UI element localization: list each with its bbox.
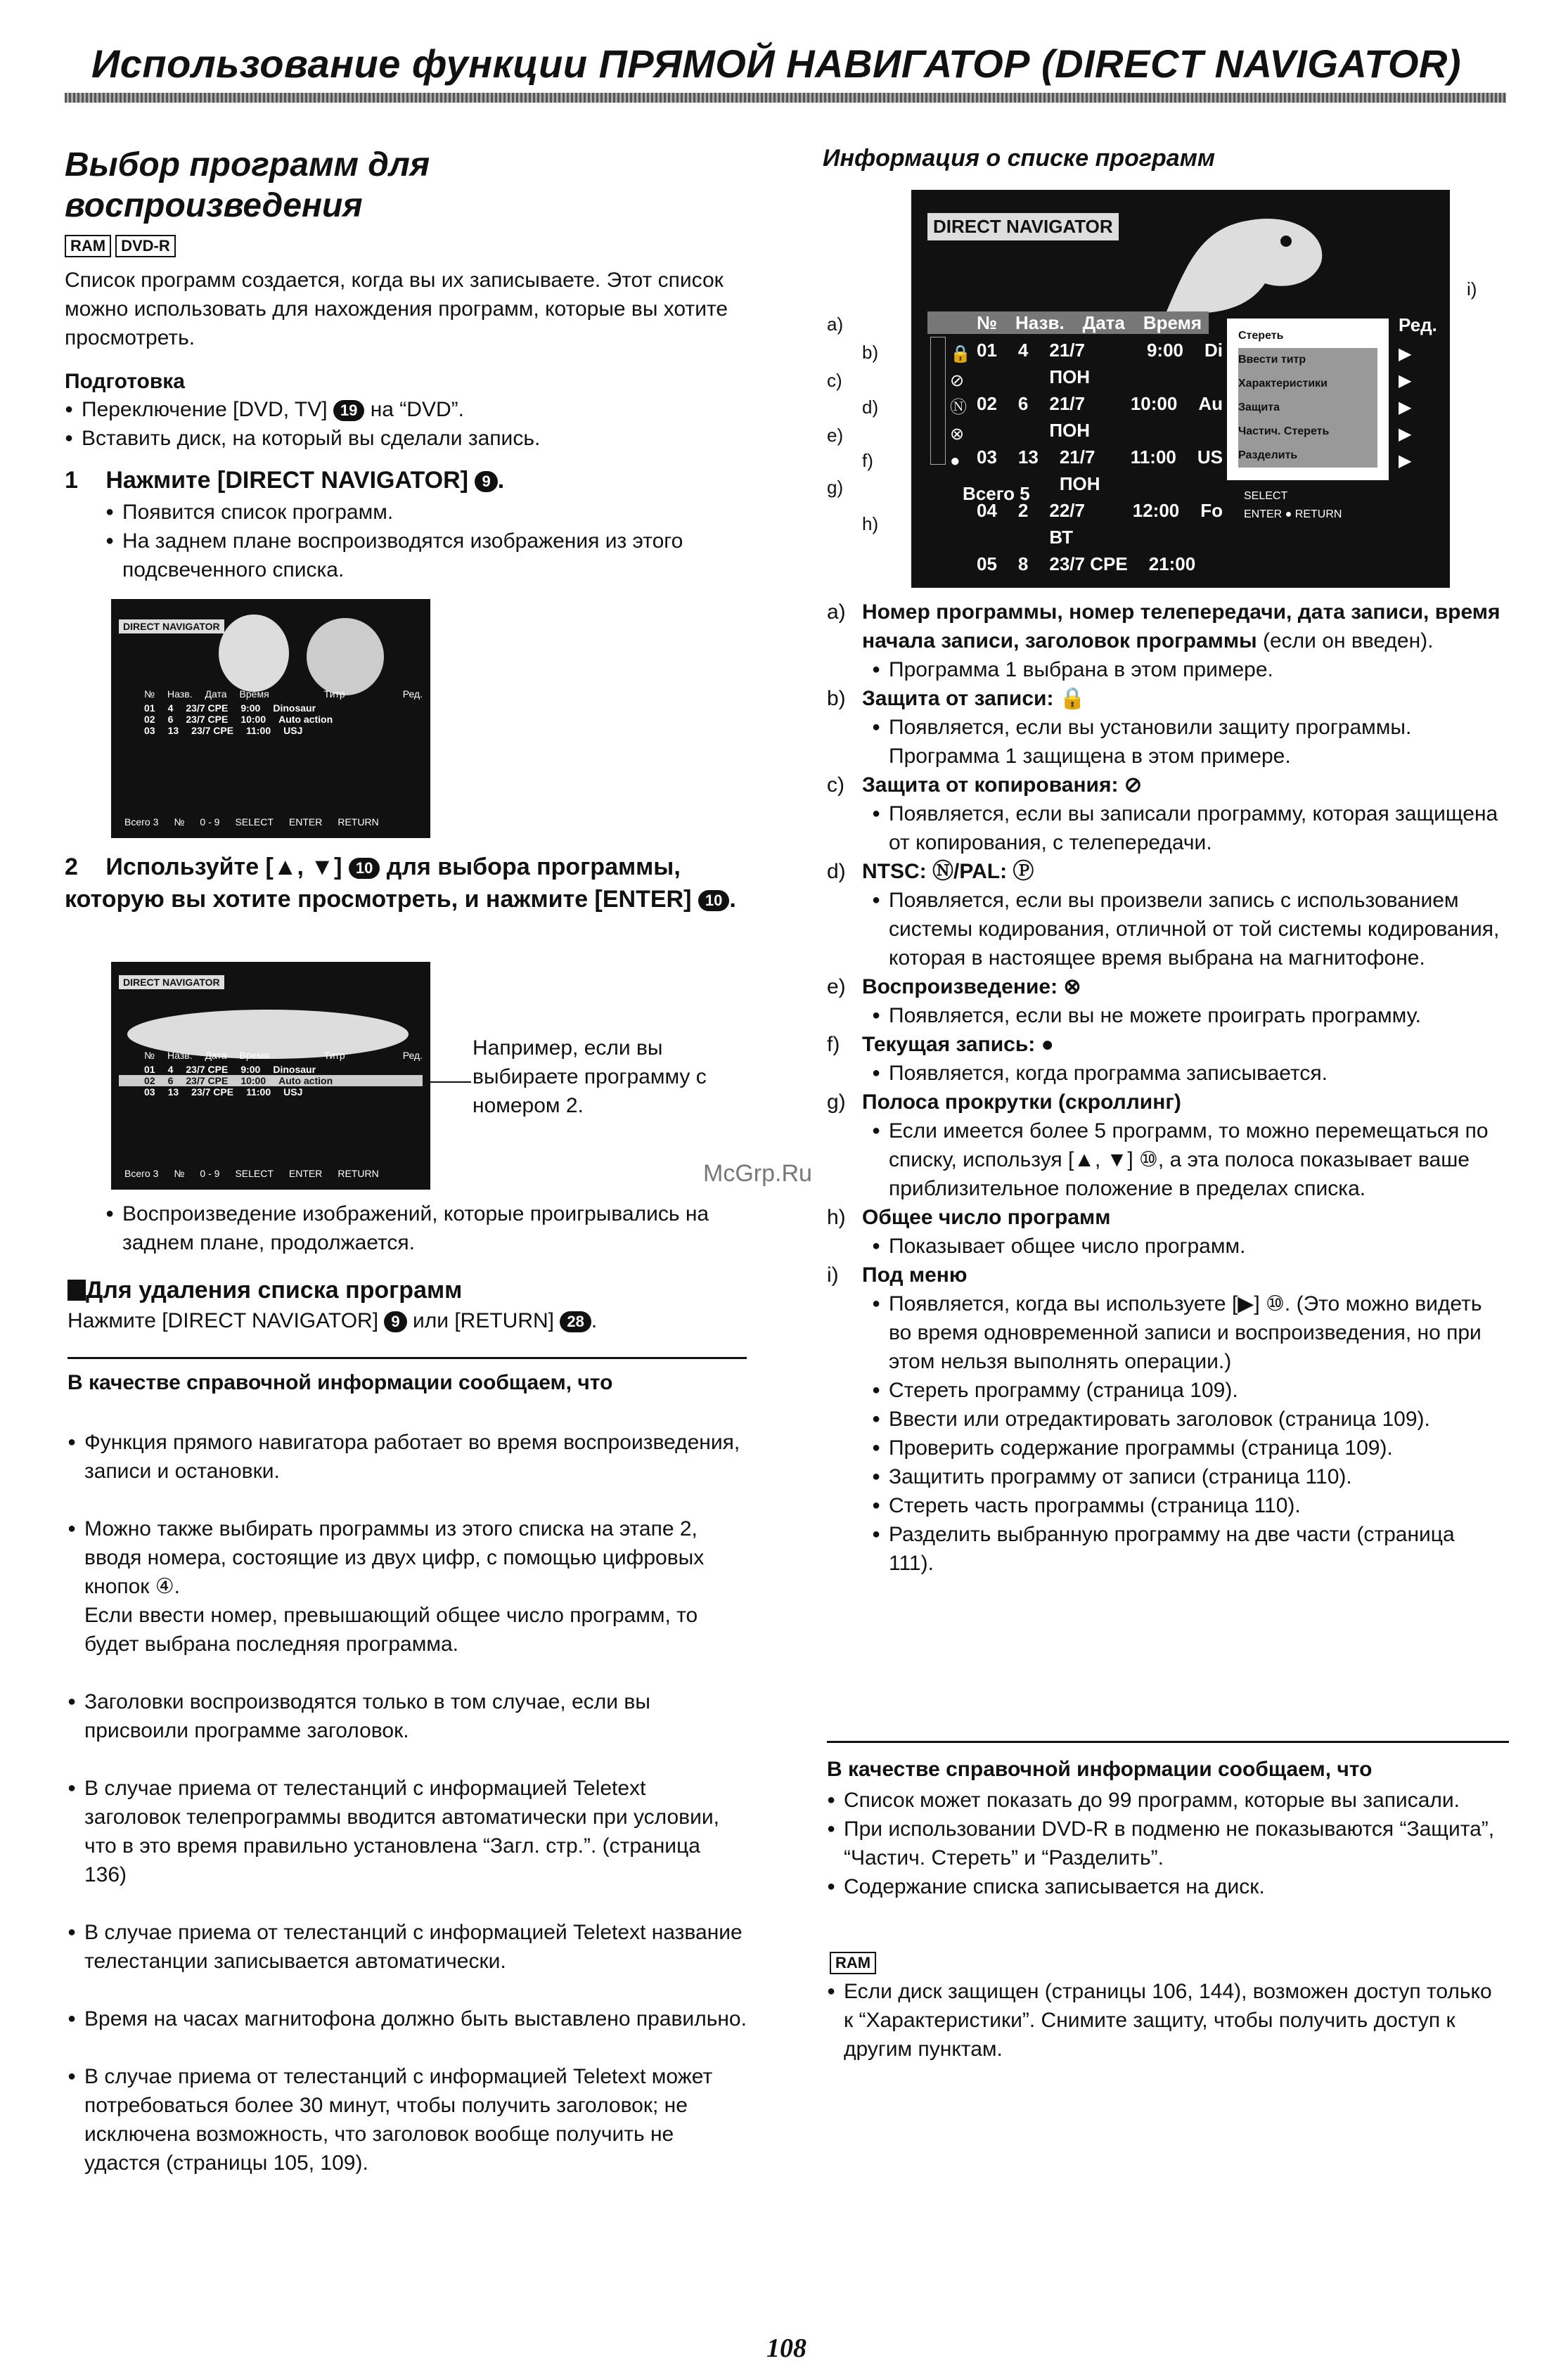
watermark: McGrp.Ru xyxy=(703,1160,812,1187)
tag-dvdr: DVD-R xyxy=(115,235,176,257)
menu-item-protect[interactable]: Защита xyxy=(1238,396,1377,420)
cannot-play-icon: ⊗ xyxy=(950,425,965,444)
info-items xyxy=(827,598,1502,1578)
table-row[interactable]: 02 6 21/7 ПОН 10:00 Au xyxy=(977,393,1223,441)
scrollbar[interactable] xyxy=(930,337,946,465)
ref-list-right xyxy=(827,1786,1502,1901)
callout-g: g) xyxy=(827,477,844,498)
ram-tag: RAM xyxy=(830,1952,880,1974)
screen-title: DIRECT NAVIGATOR xyxy=(119,619,224,633)
bullet: ● Время на часах магнитофона должно быть выставлено правильно. xyxy=(68,2005,747,2033)
table-row[interactable]: 04 2 22/7 ВТ 12:00 Fo xyxy=(977,500,1223,548)
prep-item: ● Переключение [DVD, TV] 19 на “DVD”. xyxy=(65,395,740,424)
program-list xyxy=(927,337,1223,577)
bullet: ● В случае приема от телестанций с информацией Teletext название телестанции записывается автоматически. xyxy=(68,1918,747,1976)
table-row[interactable]: 05 8 23/7 СРЕ 21:00 xyxy=(977,553,1196,574)
small-table: № Назв. Дата Время Титр Ред. 01 4 23/7 СРЕ 9:00 Dinosaur 02 6 23/7 СРЕ 10:00 Auto action 03 13 23/7 СРЕ 11:00 USJ xyxy=(119,1050,423,1098)
status-icons xyxy=(950,341,971,475)
button-ref-pill: 28 xyxy=(560,1311,591,1332)
menu-item-divide[interactable]: Разделить xyxy=(1238,444,1377,468)
bullet: ● Можно также выбирать программы из этого списка на этапе 2, вводя номера, состоящие из двух цифр, с помощью цифровых кнопок ④. Если ввести номер, превышающий общее число программ, то будет выбрана последняя программа. xyxy=(68,1514,747,1659)
example-note: Например, если вы выбираете программу с номером 2. xyxy=(473,1036,707,1117)
prep-item: ● Вставить диск, на который вы сделали запись. xyxy=(65,424,740,453)
button-ref-pill: 9 xyxy=(475,471,497,492)
menu-item-partial-erase[interactable]: Частич. Стереть xyxy=(1238,420,1377,444)
screen-title: DIRECT NAVIGATOR xyxy=(927,213,1119,240)
step-number: 1 xyxy=(65,467,78,494)
button-ref-pill: 10 xyxy=(349,858,380,879)
screen-title: DIRECT NAVIGATOR xyxy=(119,975,224,989)
prep-list xyxy=(65,395,740,453)
info-item-e: e) Воспроизведение: ⊗ ● Появляется, если вы не можете проиграть программу. xyxy=(827,972,1502,1030)
info-item-d: d) NTSC: Ⓝ/PAL: Ⓟ ● Появляется, если вы произвели запись с использованием системы кодирования, отличной от той системы кодирования, которая в настоящее время выбрана на магнитофоне. xyxy=(827,857,1502,972)
menu-item-properties[interactable]: Характеристики xyxy=(1238,372,1377,396)
info-item-g: g) Полоса прокрутки (скроллинг) ● Если имеется более 5 программ, то можно перемещаться по списку, используя [▲, ▼] ⑩, а эта полоса показывает ваше приблизительное положение в пределах списка. xyxy=(827,1088,1502,1203)
bullet: ● Если диск защищен (страницы 106, 144), возможен доступ только к “Характеристики”. Снимите защиту, чтобы получить доступ к другим пунктам. xyxy=(827,1977,1502,2064)
children-illustration xyxy=(198,604,409,695)
page-number: 108 xyxy=(766,2334,807,2363)
ntsc-icon: Ⓝ xyxy=(950,398,967,417)
intro-text: Список программ создается, когда вы их записываете. Этот список можно использовать для нахождения программ, которые вы хотите просмотреть. xyxy=(65,269,728,349)
step-1: 1 Нажмите [DIRECT NAVIGATOR] 9 . xyxy=(65,467,505,494)
delete-text: Нажмите [DIRECT NAVIGATOR] 9 или [RETURN] 28 . xyxy=(68,1309,598,1332)
step-2-bullets xyxy=(105,1199,738,1257)
ram-note xyxy=(827,1977,1502,2064)
screen-footer: Всего 3 № 0 - 9 SELECT ENTER RETURN xyxy=(124,816,379,828)
table-row: 03 13 23/7 СРЕ 11:00 USJ xyxy=(144,1086,303,1098)
tag-ram: RAM xyxy=(65,235,111,257)
title-rule xyxy=(65,93,1506,103)
info-item-b: b) Защита от записи: 🔒 ● Появляется, если вы установили защиту программы. Программа 1 защищена в этом примере. xyxy=(827,684,1502,771)
info-item-c: c) Защита от копирования: ⊘ ● Появляется, если вы записали программу, которая защищена от копирования, с телепередачи. xyxy=(827,771,1502,857)
copy-protect-icon: ⊘ xyxy=(950,371,965,390)
step-number: 2 xyxy=(65,854,78,880)
bullet: ● Список может показать до 99 программ, которые вы записали. xyxy=(827,1786,1502,1815)
screen-thumbnail-1 xyxy=(111,599,430,838)
ref-list-left xyxy=(68,1399,747,2206)
callout-b: b) xyxy=(862,342,879,363)
bullet: ● На заднем плане воспроизводятся изображения из этого подсвеченного списка. xyxy=(105,527,738,584)
edit-column-label: Ред. xyxy=(1399,314,1437,335)
bullet: ● Появится список программ. xyxy=(105,498,738,527)
bullet: ● Содержание списка записывается на диск. xyxy=(827,1872,1502,1901)
page-title: Использование функции ПРЯМОЙ НАВИГАТОР (DIRECT NAVIGATOR) xyxy=(91,41,1462,86)
table-row: 01 4 23/7 СРЕ 9:00 Dinosaur xyxy=(144,702,316,714)
lock-icon: 🔒 xyxy=(950,345,971,363)
info-item-i: i) Под меню ● Появляется, когда вы используете [▶] ⑩. (Это можно видеть во время одновременной записи и воспроизведения, но при этом нельзя выполнять операции.) ● Стереть программу (страница 109). ● Ввести или отредактировать заголовок (страница 109). ● Проверить содержание программы (страница 109). ● Защитить программу от записи (страница 110). ● Стереть часть программы (страница 110). ● Разделить выбранную программу на две части (страница 111). xyxy=(827,1261,1502,1578)
ref-title-left: В качестве справочной информации сообщаем, что xyxy=(68,1371,613,1394)
small-table: № Назв. Дата Время Титр Ред. 01 4 23/7 СРЕ 9:00 Dinosaur 02 6 23/7 СРЕ 10:00 Auto action 03 13 23/7 СРЕ 11:00 USJ xyxy=(119,688,423,736)
callout-f: f) xyxy=(862,450,873,471)
table-row: 03 13 23/7 СРЕ 11:00 USJ xyxy=(144,725,303,736)
callout-e: e) xyxy=(827,425,844,446)
bullet: ● Воспроизведение изображений, которые проигрывались на заднем плане, продолжается. xyxy=(105,1199,738,1257)
callout-d: d) xyxy=(862,397,879,418)
table-row-selected: 02 6 23/7 СРЕ 10:00 Auto action xyxy=(119,1075,423,1086)
info-item-h: h) Общее число программ ● Показывает общее число программ. xyxy=(827,1203,1502,1261)
screen-direct-navigator xyxy=(911,190,1450,588)
callout-c: c) xyxy=(827,370,842,391)
table-header: № Назв. Дата Время xyxy=(927,311,1209,334)
step-1-bullets xyxy=(105,498,738,584)
table-row[interactable]: 03 13 21/7 ПОН 11:00 US xyxy=(977,446,1223,494)
submenu xyxy=(1227,318,1389,480)
ref-title-right: В качестве справочной информации сообщаем, что xyxy=(827,1758,1373,1781)
info-heading: Информация о списке программ xyxy=(823,145,1216,172)
menu-item-erase[interactable]: Стереть xyxy=(1238,330,1284,342)
total-count: Всего 5 xyxy=(963,483,1030,504)
section-heading: Выбор программ для воспроизведения xyxy=(65,146,430,224)
callout-h: h) xyxy=(862,513,879,534)
bullet: ● Функция прямого навигатора работает во время воспроизведения, записи и остановки. xyxy=(68,1428,747,1486)
table-row: 02 6 23/7 СРЕ 10:00 Auto action xyxy=(144,714,333,725)
bullet: ● Заголовки воспроизводятся только в том случае, если вы присвоили программе заголовок. xyxy=(68,1687,747,1745)
nav-hint: SELECT ENTER ● RETURN xyxy=(1244,490,1342,520)
divider xyxy=(68,1357,747,1359)
button-ref-pill: 10 xyxy=(698,890,729,911)
edit-arrows: ▶ ▶ ▶ ▶ ▶ xyxy=(1399,345,1412,470)
info-item-a: a) Номер программы, номер телепередачи, дата записи, время начала записи, заголовок программы (если он введен). ● Программа 1 выбрана в этом примере. xyxy=(827,598,1502,684)
dinosaur-illustration xyxy=(1145,199,1377,318)
callout-a: a) xyxy=(827,314,844,335)
table-row[interactable]: 01 4 21/7 ПОН 9:00 Di xyxy=(977,340,1223,387)
step-text: Нажмите [DIRECT NAVIGATOR] xyxy=(105,467,475,494)
prep-title: Подготовка xyxy=(65,370,185,393)
screen-footer: Всего 3 № 0 - 9 SELECT ENTER RETURN xyxy=(124,1168,379,1179)
divider xyxy=(827,1741,1509,1743)
bullet: ● При использовании DVD-R в подменю не показываются “Защита”, “Частич. Стереть” и “Разделить”. xyxy=(827,1815,1502,1872)
bullet: ● В случае приема от телестанций с информацией Teletext может потребоваться более 30 минут, чтобы получить заголовок; не исключена возможность, что заголовок вообще получить не удастся (страницы 105, 109). xyxy=(68,2062,747,2177)
callout-i: i) xyxy=(1467,278,1477,300)
step-2: 2 Используйте [▲, ▼] 10 для выбора программы, которую вы хотите просмотреть, и нажмите [ENTER] 10 . xyxy=(65,854,736,913)
info-item-f: f) Текущая запись: ● ● Появляется, когда программа записывается. xyxy=(827,1030,1502,1088)
recording-icon: ● xyxy=(950,451,960,470)
bullet: ● В случае приема от телестанций с информацией Teletext заголовок телепрограммы вводится автоматически при условии, что в это время правильно установлена “Загл. стр.”. (страница 136) xyxy=(68,1774,747,1889)
delete-heading: Для удаления списка программ xyxy=(68,1277,462,1304)
square-marker xyxy=(68,1280,86,1301)
screen-thumbnail-2 xyxy=(111,962,430,1190)
leader-line xyxy=(429,1081,471,1083)
menu-item-enter-title[interactable]: Ввести титр xyxy=(1238,348,1377,372)
format-tags xyxy=(65,235,180,257)
button-ref-pill: 19 xyxy=(333,400,364,421)
table-row: 01 4 23/7 СРЕ 9:00 Dinosaur xyxy=(144,1064,316,1075)
button-ref-pill: 9 xyxy=(384,1311,406,1332)
